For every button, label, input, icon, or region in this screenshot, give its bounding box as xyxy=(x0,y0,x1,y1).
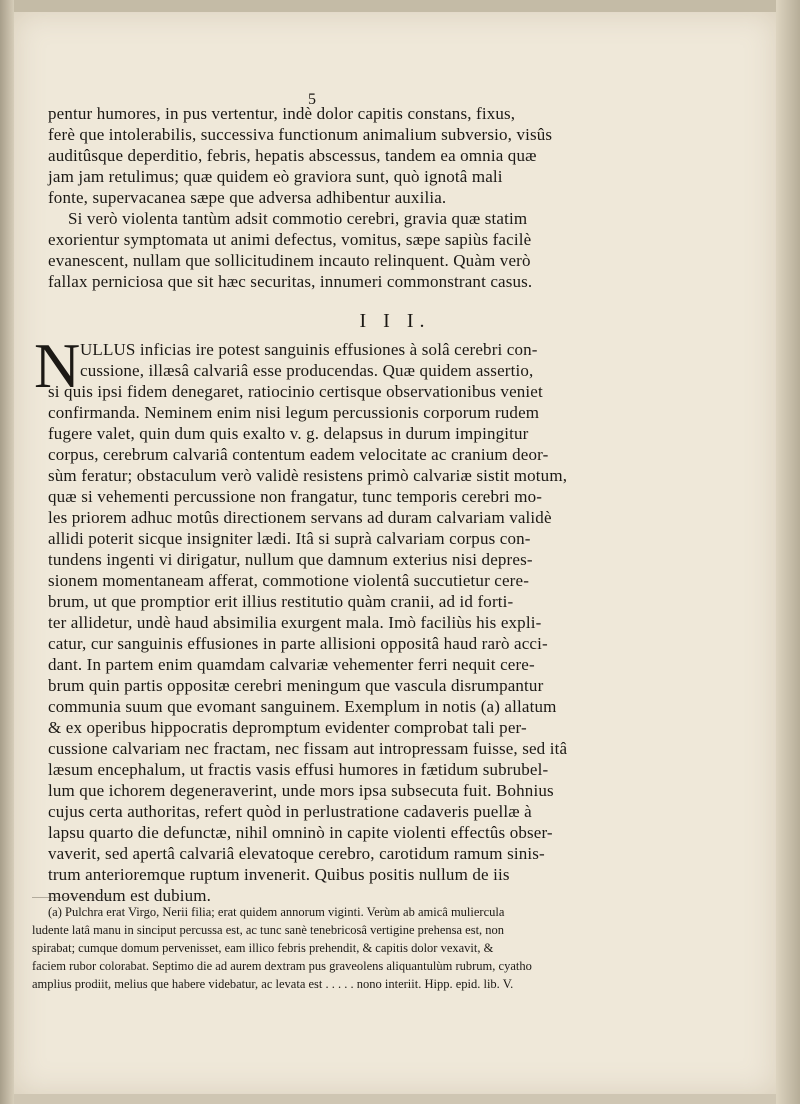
text-line: trum anterioremque ruptum invenerit. Quibus positis nullum de iis xyxy=(48,865,510,884)
text-line: auditûsque deperditio, febris, hepatis abscessus, tandem ea omnia quæ xyxy=(48,146,537,165)
footnote-line: faciem rubor colorabat. Septimo die ad aurem dextram pus graveolens aliquantulùm rubrum, cyatho xyxy=(32,959,532,973)
text-line: pentur humores, in pus vertentur, indè dolor capitis constans, fixus, xyxy=(48,104,516,123)
text-line: ferè que intolerabilis, successiva functionum animalium subversio, visûs xyxy=(48,125,553,144)
text-line: quæ si vehementi percussione non frangatur, tunc temporis cerebri mo- xyxy=(48,487,543,506)
text-line: lapsu quarto die defunctæ, nihil omninò in capite violenti effectûs obser- xyxy=(48,823,553,842)
text-line: les priorem adhuc motûs directionem servans ad duram calvariam validè xyxy=(48,508,552,527)
text-line: vaverit, sed apertâ calvariâ elevatoque cerebro, carotidum ramum sinis- xyxy=(48,844,545,863)
text-line: sionem momentaneam afferat, commotione violentâ succutietur cere- xyxy=(48,571,530,590)
text-line: cussione, illæsâ calvariâ esse producendas. Quæ quidem assertio, xyxy=(80,361,534,380)
text-line: communia suum que evomant sanguinem. Exemplum in notis (a) allatum xyxy=(48,697,557,716)
text-line: tundens ingenti vi dirigatur, nullum que damnum exterius nisi depres- xyxy=(48,550,533,569)
footnote-rule xyxy=(32,897,112,898)
text-line: lum que ichorem degeneraverint, unde mors ipsa subsecuta fuit. Bohnius xyxy=(48,781,554,800)
page-number: 5 xyxy=(308,91,316,108)
text-line: movendum est dubium. xyxy=(48,886,212,905)
drop-cap: N xyxy=(34,330,81,401)
text-line: allidi poterit sicque insigniter lædi. Itâ si suprà calvariam corpus con- xyxy=(48,529,531,548)
text-line: corpus, cerebrum calvariâ contentum eadem velocitate ac cranium deor- xyxy=(48,445,549,464)
text-line: fugere valet, quin dum quis exalto v. g. delapsus in durum impingitur xyxy=(48,424,529,443)
text-line: sùm feratur; obstaculum verò validè resistens primò calvariæ sistit motum, xyxy=(48,466,568,485)
text-line: dant. In partem enim quamdam calvariæ vehementer ferri nequit cere- xyxy=(48,655,535,674)
text-line: catur, cur sanguinis effusiones in parte allisioni oppositâ haud rarò acci- xyxy=(48,634,548,653)
section-heading: I I I. xyxy=(359,310,431,332)
text-line: cujus certa authoritas, refert quòd in perlustratione cadaveris puellæ à xyxy=(48,802,532,821)
book-gutter xyxy=(0,0,14,1104)
text-line: læsum encephalum, ut fractis vasis effusi humores in fætidum subrubel- xyxy=(48,760,549,779)
text-line: jam jam retulimus; quæ quidem eò graviora sunt, quò ignotâ mali xyxy=(48,167,503,186)
text-line: brum, ut que promptior erit illius restitutio quàm cranii, ad id forti- xyxy=(48,592,514,611)
footnote-line: ludente latâ manu in sinciput percussa est, ac tunc sanè tenebricosâ vertigine prehensa est, non xyxy=(32,923,505,937)
footnote-line: amplius prodiit, melius que habere videbatur, ac levata est . . . . . nono interiit. Hipp. epid. lib. V. xyxy=(32,977,514,991)
text-line: brum quin partis oppositæ cerebri meningum que vascula disrumpantur xyxy=(48,676,544,695)
text-line: Si verò violenta tantùm adsit commotio cerebri, gravia quæ statim xyxy=(68,209,528,228)
text-line: ter allidetur, undè haud absimilia exurgent mala. Imò faciliùs his expli- xyxy=(48,613,542,632)
book-edge-right xyxy=(776,0,800,1104)
text-line: ULLUS inficias ire potest sanguinis effusiones à solâ cerebri con- xyxy=(80,340,538,359)
text-line: fonte, supervacanea sæpe que adversa adhibentur auxilia. xyxy=(48,188,447,207)
text-line: cussione calvariam nec fractam, nec fissam aut intropressam fuisse, sed itâ xyxy=(48,739,568,758)
text-line: & ex operibus hippocratis depromptum evidenter comprobat tali per- xyxy=(48,718,527,737)
text-line: si quis ipsi fidem denegaret, ratiocinio certisque observationibus veniet xyxy=(48,382,543,401)
text-line: fallax perniciosa que sit hæc securitas, innumeri commonstrant casus. xyxy=(48,272,533,291)
text-line: confirmanda. Neminem enim nisi legum percussionis corporum rudem xyxy=(48,403,540,422)
book-page xyxy=(14,12,776,1094)
text-line: exorientur symptomata ut animi defectus, vomitus, sæpe sapiùs facilè xyxy=(48,230,532,249)
footnote-line: spirabat; cumque domum pervenisset, eam illico febris prehendit, & capitis dolor vexavit, & xyxy=(32,941,494,955)
footnote-line: (a) Pulchra erat Virgo, Nerii filia; erat quidem annorum viginti. Verùm ab amicâ muliercula xyxy=(48,905,505,919)
text-line: evanescent, nullam que sollicitudinem incauto relinquent. Quàm verò xyxy=(48,251,531,270)
